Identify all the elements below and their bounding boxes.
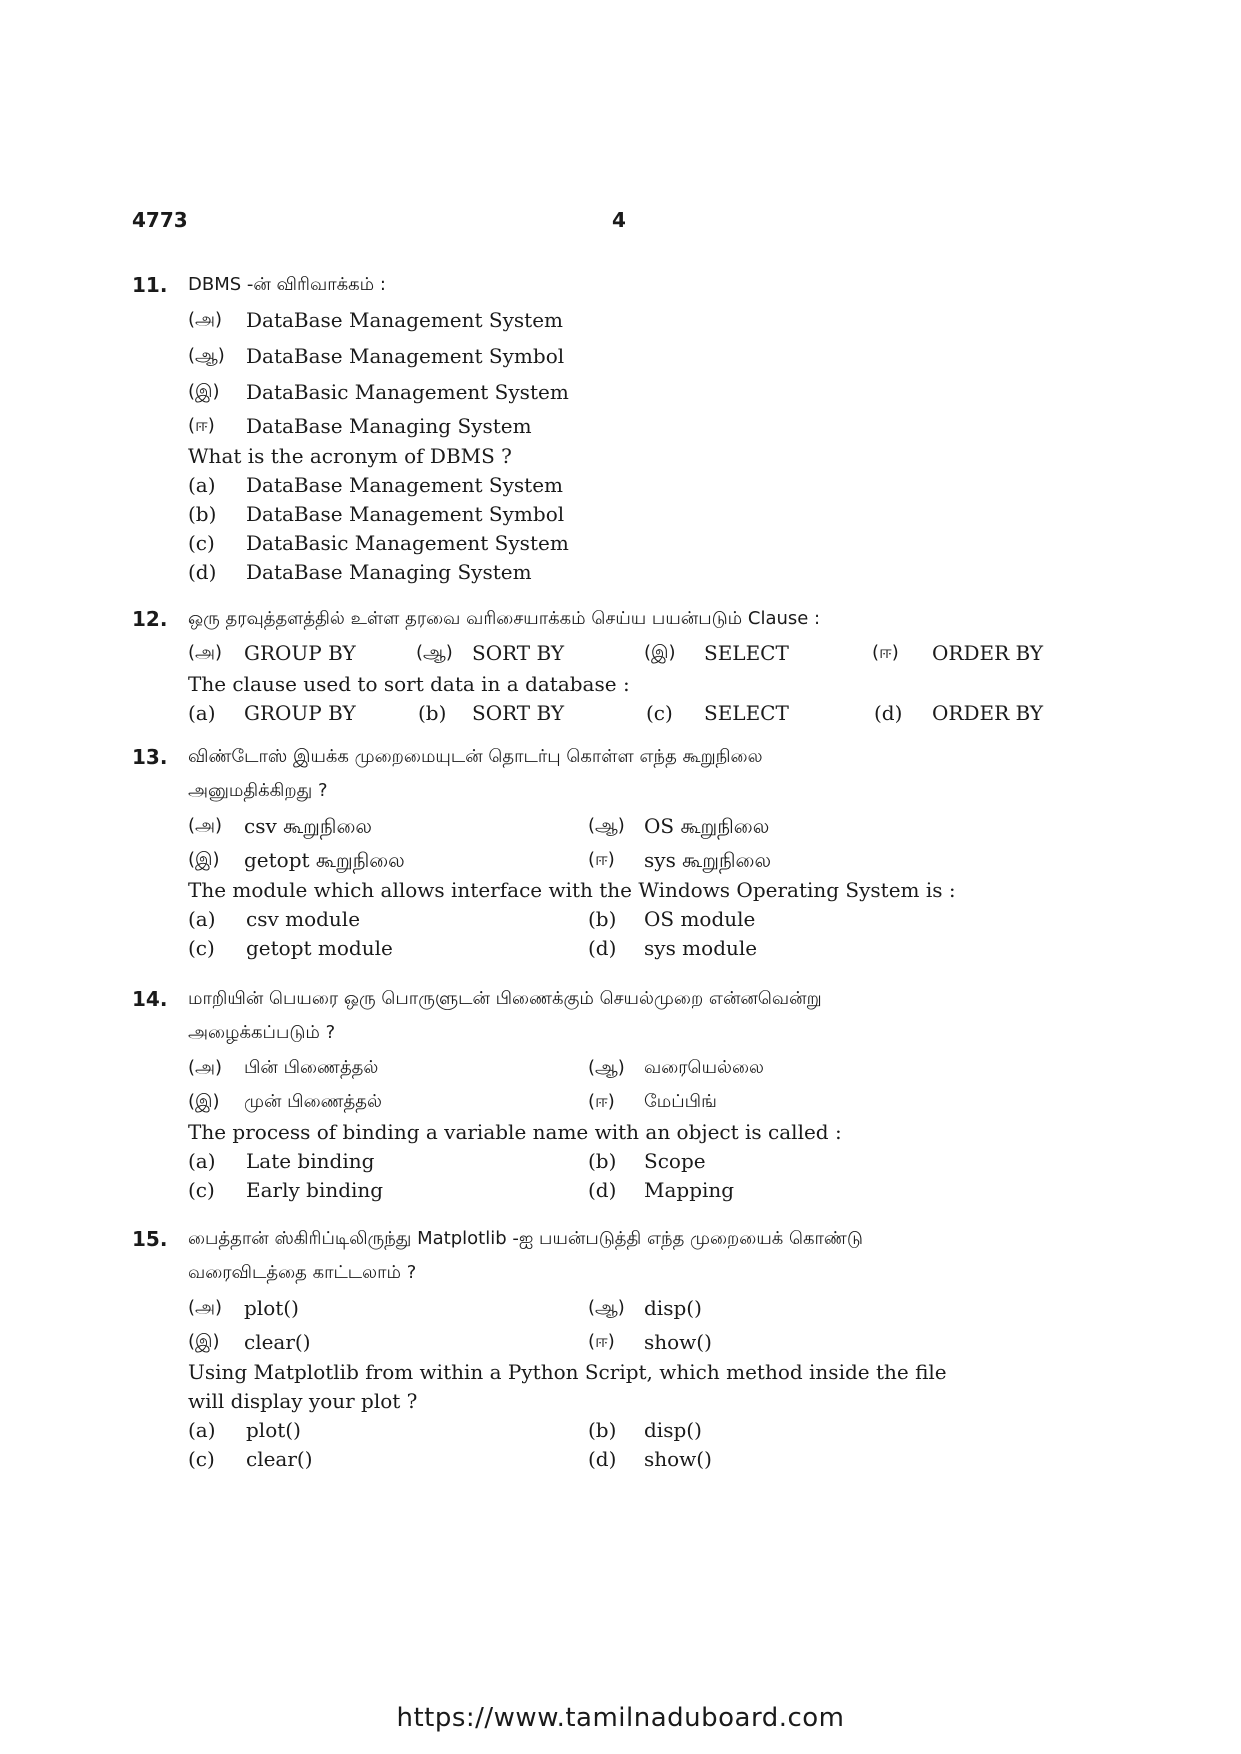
- option-label: (இ): [188, 1091, 220, 1112]
- option-text: Early binding: [246, 1178, 384, 1202]
- option-label: (d): [188, 560, 217, 584]
- option-text: ORDER BY: [932, 641, 1044, 665]
- option-text: முன் பிணைத்தல்: [244, 1091, 382, 1112]
- option-label: (ஈ): [872, 642, 899, 663]
- option-label: (b): [588, 1149, 617, 1173]
- option-text: disp(): [644, 1418, 702, 1442]
- option-text: show(): [644, 1330, 712, 1354]
- option-text: DataBase Managing System: [246, 414, 532, 438]
- paper-code: 4773: [132, 208, 188, 232]
- option-label: (d): [588, 1447, 617, 1471]
- option-label: (a): [188, 701, 216, 725]
- question-11: [132, 268, 1072, 587]
- option-label: (d): [874, 701, 903, 725]
- option-text: GROUP BY: [244, 641, 356, 665]
- option-text: plot(): [244, 1296, 299, 1320]
- option-label: (b): [588, 1418, 617, 1442]
- option-text: csv கூறுநிலை: [244, 814, 372, 838]
- page-number: 4: [612, 208, 626, 232]
- option-label: (c): [646, 701, 673, 725]
- option-label: (c): [188, 1447, 215, 1471]
- option-text: SELECT: [704, 701, 789, 725]
- option-label: (b): [188, 502, 217, 526]
- option-label: (ஆ): [188, 345, 225, 366]
- option-label: (இ): [188, 381, 220, 402]
- option-label: (a): [188, 1418, 216, 1442]
- question-number: 13.: [132, 745, 168, 769]
- question-text-english: The module which allows interface with the Windows Operating System is :: [188, 878, 956, 902]
- option-text: show(): [644, 1447, 712, 1471]
- option-label: (a): [188, 907, 216, 931]
- option-text: SORT BY: [472, 641, 565, 665]
- question-text-tamil: மாறியின் பெயரை ஒரு பொருளுடன் பிணைக்கும் செயல்முறை என்னவென்று: [188, 988, 822, 1009]
- option-text: DataBasic Management System: [246, 380, 569, 404]
- option-text: csv module: [246, 907, 361, 931]
- option-text: SORT BY: [472, 701, 565, 725]
- question-15: [132, 1222, 1072, 1474]
- question-text-english: Using Matplotlib from within a Python Script, which method inside the file: [188, 1360, 947, 1384]
- option-label: (c): [188, 1178, 215, 1202]
- option-text: sys module: [644, 936, 758, 960]
- question-number: 12.: [132, 607, 168, 631]
- option-label: (b): [418, 701, 447, 725]
- question-number: 14.: [132, 987, 168, 1011]
- option-text: OS கூறுநிலை: [644, 814, 770, 838]
- question-text-tamil-cont: அனுமதிக்கிறது ?: [188, 780, 328, 801]
- question-text-english: The clause used to sort data in a database :: [188, 672, 630, 696]
- question-13: [132, 740, 1072, 963]
- option-label: (d): [588, 1178, 617, 1202]
- footer-url: https://www.tamilnaduboard.com: [396, 1703, 845, 1733]
- option-text: sys கூறுநிலை: [644, 848, 772, 872]
- option-label: (அ): [188, 815, 223, 836]
- option-label: (a): [188, 1149, 216, 1173]
- option-text: Mapping: [644, 1178, 735, 1202]
- option-text: வரையெல்லை: [644, 1057, 764, 1078]
- option-text: Scope: [644, 1149, 706, 1173]
- option-label: (அ): [188, 1057, 223, 1078]
- option-label: (ஆ): [588, 1297, 625, 1318]
- question-14: [132, 982, 1072, 1205]
- question-text-english: The process of binding a variable name with an object is called :: [188, 1120, 842, 1144]
- option-label: (ஈ): [188, 415, 215, 436]
- option-label: (அ): [188, 309, 223, 330]
- option-text: DataBase Management System: [246, 473, 564, 497]
- option-text: clear(): [246, 1447, 313, 1471]
- option-label: (ஈ): [588, 1091, 615, 1112]
- option-text: getopt module: [246, 936, 393, 960]
- option-label: (அ): [188, 642, 223, 663]
- option-text: Late binding: [246, 1149, 375, 1173]
- option-text: DataBase Management System: [246, 308, 564, 332]
- option-label: (ஆ): [416, 642, 453, 663]
- option-label: (ஆ): [588, 1057, 625, 1078]
- question-number: 11.: [132, 273, 168, 297]
- option-label: (ஆ): [588, 815, 625, 836]
- option-text: getopt கூறுநிலை: [244, 848, 405, 872]
- option-label: (d): [588, 936, 617, 960]
- option-label: (அ): [188, 1297, 223, 1318]
- question-text-tamil: பைத்தான் ஸ்கிரிப்டிலிருந்து Matplotlib -ஐ பயன்படுத்தி எந்த முறையைக் கொண்டு: [188, 1228, 863, 1249]
- question-text-tamil: ஒரு தரவுத்தளத்தில் உள்ள தரவை வரிசையாக்கம் செய்ய பயன்படும் Clause :: [188, 608, 821, 629]
- option-label: (a): [188, 473, 216, 497]
- option-label: (b): [588, 907, 617, 931]
- question-text-tamil: DBMS -ன் விரிவாக்கம் :: [188, 274, 386, 295]
- option-text: மேப்பிங்: [644, 1091, 717, 1112]
- question-text-tamil-cont: அழைக்கப்படும் ?: [188, 1022, 336, 1043]
- option-text: clear(): [244, 1330, 311, 1354]
- option-text: GROUP BY: [244, 701, 356, 725]
- question-number: 15.: [132, 1227, 168, 1251]
- question-12: [132, 602, 1072, 728]
- option-label: (இ): [188, 1331, 220, 1352]
- question-text-tamil-cont: வரைவிடத்தை காட்டலாம் ?: [188, 1262, 417, 1283]
- option-label: (c): [188, 936, 215, 960]
- option-label: (இ): [644, 642, 676, 663]
- option-label: (ஈ): [588, 849, 615, 870]
- option-label: (ஈ): [588, 1331, 615, 1352]
- option-text: SELECT: [704, 641, 789, 665]
- option-text: OS module: [644, 907, 756, 931]
- option-label: (இ): [188, 849, 220, 870]
- option-text: பின் பிணைத்தல்: [244, 1057, 379, 1078]
- option-text: plot(): [246, 1418, 301, 1442]
- question-text-tamil: விண்டோஸ் இயக்க முறைமையுடன் தொடர்பு கொள்ள எந்த கூறுநிலை: [188, 746, 763, 767]
- option-text: DataBase Management Symbol: [246, 344, 565, 368]
- option-text: ORDER BY: [932, 701, 1044, 725]
- question-text-english: What is the acronym of DBMS ?: [188, 444, 512, 468]
- option-text: DataBase Management Symbol: [246, 502, 565, 526]
- question-text-english-cont: will display your plot ?: [188, 1389, 418, 1413]
- option-label: (c): [188, 531, 215, 555]
- option-text: DataBasic Management System: [246, 531, 569, 555]
- option-text: DataBase Managing System: [246, 560, 532, 584]
- option-text: disp(): [644, 1296, 702, 1320]
